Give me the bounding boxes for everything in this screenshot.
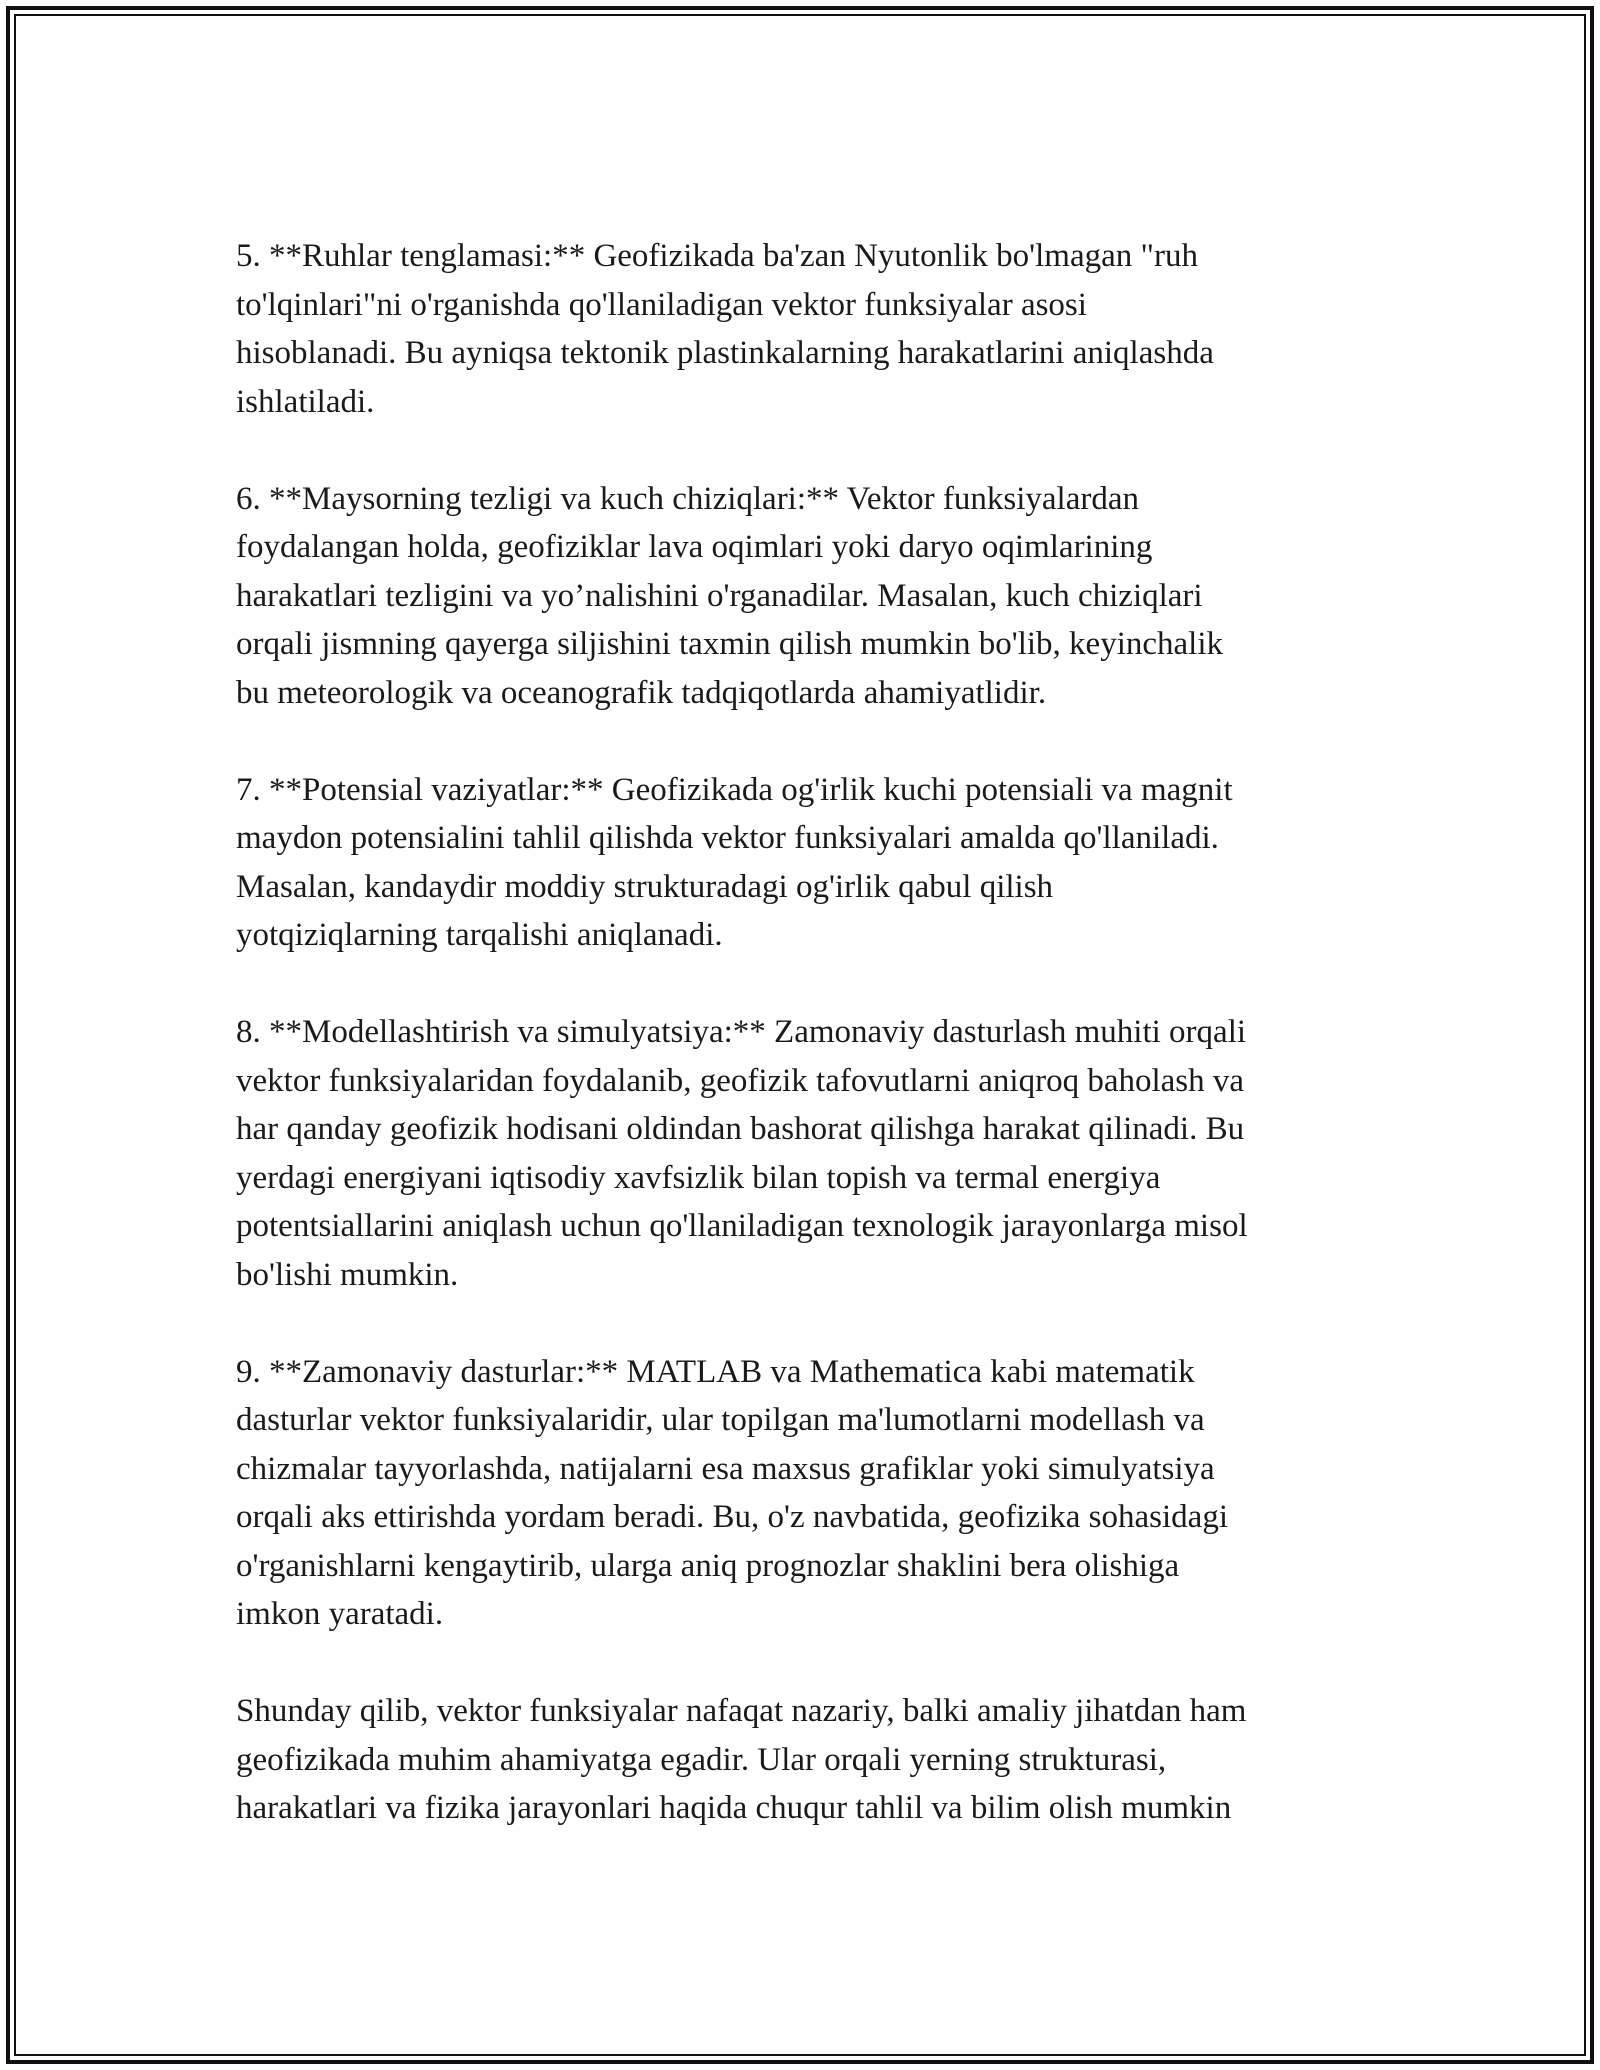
paragraph-item-8: 8. **Modellashtirish va simulyatsiya:** Zamonaviy dasturlash muhiti orqali vektor funksiyalaridan foydalanib, geofizik tafovutlarni aniqroq baholash va har qanday geofizik hodisani oldindan bashorat qilishga harakat qilinadi. Bu yerdagi energiyani iqtisodiy xavfsizlik bilan topish va termal energiya potentsiallarini aniqlash uchun qo'llaniladigan texnologik jarayonlarga misol bo'lishi mumkin. <box>236 1014 1248 1293</box>
conclusion-paragraph: Shunday qilib, vektor funksiyalar nafaqat nazariy, balki amaliy jihatdan ham geofizikada muhim ahamiyatga egadir. Ular orqali yerning strukturasi, harakatlari va fizika jarayonlari haqida chuqur tahlil va bilim olish mumkin <box>236 1693 1247 1826</box>
paragraph-item-5: 5. **Ruhlar tenglamasi:** Geofizikada ba'zan Nyutonlik bo'lmagan "ruh to'lqinlari"ni o'rganishda qo'llaniladigan vektor funksiyalar asosi hisoblanadi. Bu ayniqsa tektonik plastinkalarning harakatlarini aniqlashda ishlatiladi. <box>236 238 1214 420</box>
paragraph-item-7: 7. **Potensial vaziyatlar:** Geofizikada og'irlik kuchi potensiali va magnit maydon potensialini tahlil qilishda vektor funksiyalari amalda qo'llaniladi. Masalan, kandaydir moddiy strukturadagi og'irlik qabul qilish yotqiziqlarning tarqalishi aniqlanadi. <box>236 771 1233 953</box>
paragraph-item-9: 9. **Zamonaviy dasturlar:** MATLAB va Mathematica kabi matematik dasturlar vektor funksiyalaridir, ular topilgan ma'lumotlarni modellash va chizmalar tayyorlashda, natijalarni esa maxsus grafiklar yoki simulyatsiya orqali aks ettirishda yordam beradi. Bu, o'z navbatida, geofizika sohasidagi o'rganishlarni kengaytirib, ularga aniq prognozlar shaklini bera olishiga imkon yaratadi. <box>236 1353 1228 1632</box>
document-body <box>236 232 1366 1833</box>
paragraph-item-6: 6. **Maysorning tezligi va kuch chiziqlari:** Vektor funksiyalardan foydalangan holda, geofiziklar lava oqimlari yoki daryo oqimlarining harakatlari tezligini va yo’nalishini o'rganadilar. Masalan, kuch chiziqlari orqali jismning qayerga siljishini taxmin qilish mumkin bo'lib, keyinchalik bu meteorologik va oceanografik tadqiqotlarda ahamiyatlidir. <box>236 480 1224 711</box>
